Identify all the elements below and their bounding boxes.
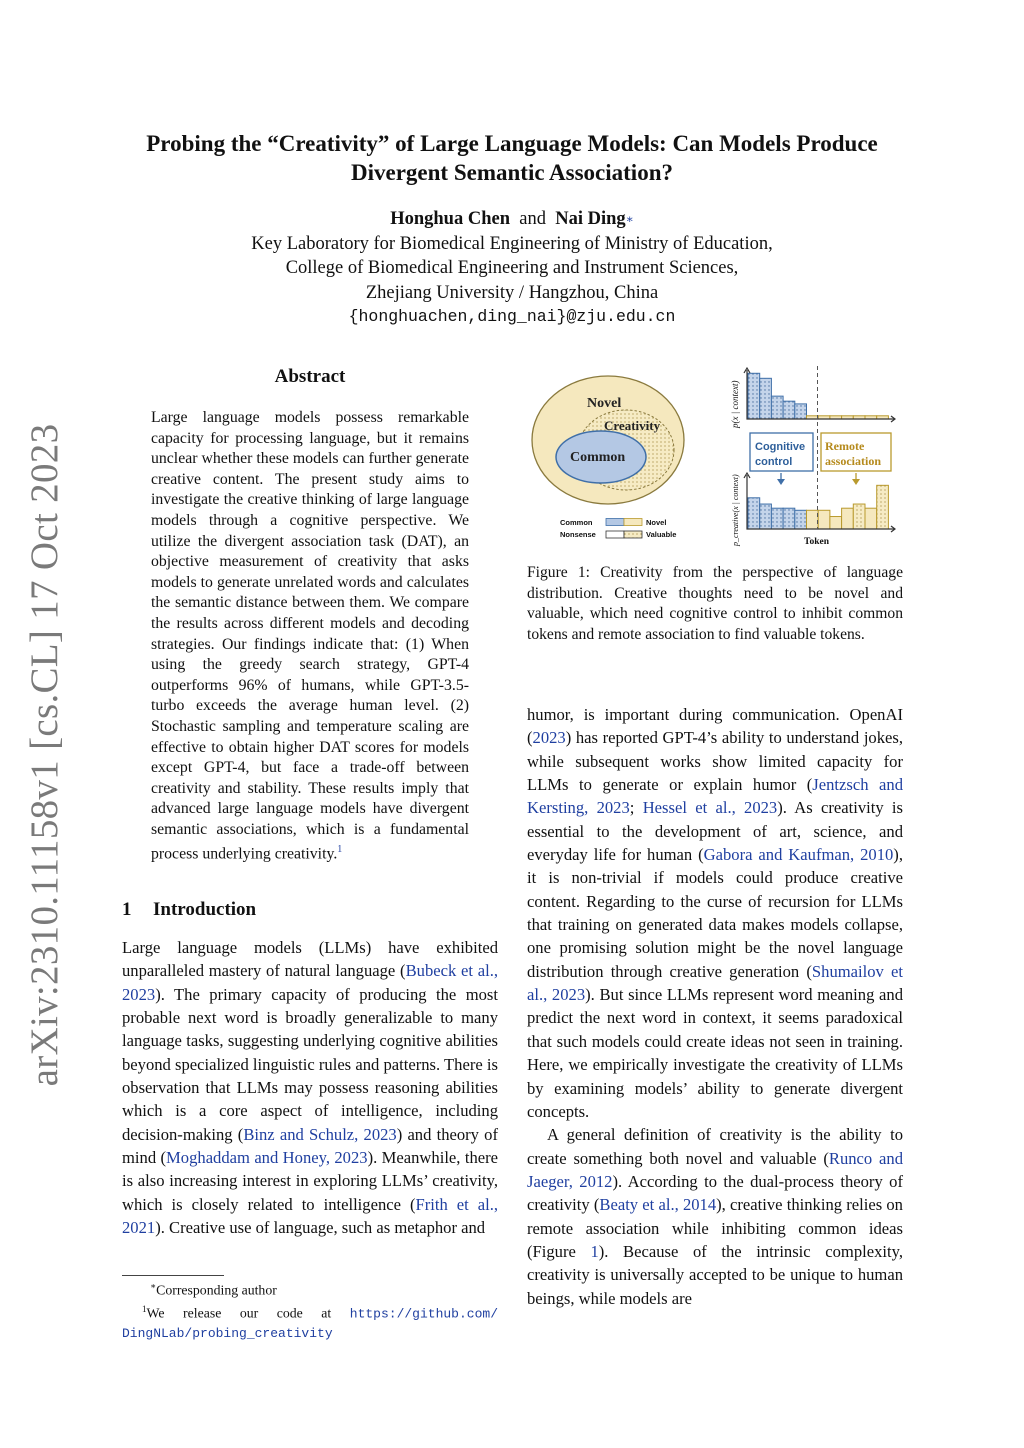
- bottom-bar-chart: [748, 485, 888, 529]
- footnote-code-continued: [122, 1324, 498, 1343]
- author-and: and: [519, 209, 546, 229]
- bottom-chart-bar: [760, 504, 772, 529]
- title-line-1: Probing the “Creativity” of Large Language Models: Can Models Produce: [146, 131, 878, 156]
- intro-text: ;: [629, 798, 643, 818]
- citation-link[interactable]: Bubeck et al., 2023: [122, 961, 499, 1004]
- abstract-heading: Abstract: [274, 366, 346, 387]
- citation-link[interactable]: Moghaddam and Honey, 2023: [166, 1148, 368, 1168]
- cognitive-label-1: Cognitive: [755, 441, 806, 453]
- venn-label-common: Common: [570, 450, 626, 465]
- arxiv-identifier: arXiv:2310.11158v1 [cs.CL] 17 Oct 2023: [23, 423, 66, 1087]
- footnote-rule: [122, 1275, 224, 1276]
- bottom-chart-bar: [830, 517, 842, 529]
- citation-link[interactable]: Gabora and Kaufman, 2010: [703, 845, 894, 865]
- venn-label-novel: Novel: [587, 396, 622, 411]
- code-url-link-continued[interactable]: DingNLab/probing_creativity: [122, 1326, 333, 1341]
- intro-text: ). Meanwhile, there is also increasing interest in exploring LLMs’ creativity, which is closely related to intelligence (: [122, 1148, 499, 1214]
- remote-label-1: Remote: [825, 439, 865, 453]
- footnotes: [122, 1277, 498, 1343]
- section-title: Introduction: [153, 899, 257, 920]
- intro-text: ) and theory of mind (: [122, 1124, 498, 1168]
- bottom-chart-bar: [771, 508, 783, 529]
- citation-link[interactable]: Jentzsch and Kersting, 2023: [527, 775, 903, 818]
- intro-text: ), creative thinking relies on remote association while inhibiting common ideas (Figure: [527, 1195, 903, 1261]
- top-y-axis-label: p(x | context): [730, 380, 740, 428]
- venn-label-creativity: Creativity: [604, 418, 661, 433]
- footnote-code: [122, 1300, 498, 1324]
- legend-common-swatch: [606, 519, 624, 526]
- bottom-chart-bar: [842, 508, 854, 529]
- citation-link[interactable]: Frith et al., 2021: [122, 1194, 498, 1238]
- intro-right-column: [527, 703, 903, 1310]
- bottom-chart-bar: [795, 510, 807, 529]
- top-chart-bar: [748, 373, 760, 419]
- intro-text: ). But since LLMs represent word meaning and predict the next word in context, it seems paradoxical that such models could create ideas not seen in training. Here, we empirically investigate the creativity of LLMs by examining models’ ability to generate divergent concepts.: [527, 985, 903, 1121]
- affiliation-1: Key Laboratory for Biomedical Engineering of Ministry of Education,: [251, 233, 773, 254]
- bottom-chart-bar: [853, 504, 865, 529]
- bottom-chart-bar: [818, 510, 830, 529]
- figure-reference-link[interactable]: 1: [590, 1241, 599, 1261]
- legend-novel-text: Novel: [646, 518, 667, 527]
- top-chart-bar: [783, 401, 795, 419]
- abstract-body-text: Large language models possess remarkable capacity for processing language, but it remains unclear whether these models can further generate creative content. The present study aims to investigate the creative thinking of large language models through a cognitive perspective. We utilize the divergent association task (DAT), an objective measurement of creativity that asks models to generate unrelated words and calculates the semantic distance between them. We compare the results across different models and decoding strategies. Our findings indicate that: (1) When using the greedy search strategy, GPT-4 outperforms 96% of humans, while GPT-3.5-turbo exceeds the average human level. (2) Stochastic sampling and temperature scaling are effective to obtain higher DAT scores for models except GPT-4, but face a trade-off between creativity and stability. These results imply that advanced large language models have divergent semantic associations, which is a fundamental process underlying creativity.: [151, 409, 469, 863]
- affiliation-2: College of Biomedical Engineering and Instrument Sciences,: [285, 258, 739, 278]
- footnote-1-mark[interactable]: 1: [337, 844, 343, 856]
- x-axis-label: Token: [804, 537, 829, 547]
- title-line-2: Divergent Semantic Association?: [351, 160, 673, 185]
- abstract-text: [151, 408, 469, 865]
- legend-common-text: Common: [560, 518, 593, 527]
- intro-left-column: [122, 936, 498, 1239]
- intro-text: ). Because of the intrinsic complexity, creativity is universally accepted to be unique to human beings, while models are: [527, 1241, 904, 1308]
- top-chart-bar: [795, 404, 807, 419]
- author-2: Nai Ding: [555, 209, 626, 229]
- citation-link[interactable]: Runco and Jaeger, 2012: [527, 1148, 904, 1191]
- intro-text: ). As creativity is essential to the development of art, science, and everyday life for human (: [527, 798, 903, 865]
- author-1: Honghua Chen: [390, 209, 510, 229]
- figure-1: [527, 360, 903, 555]
- legend-novel-swatch: [624, 519, 642, 526]
- intro-text: A general definition of creativity is the ability to create something both novel and valuable (: [527, 1125, 903, 1168]
- paragraph: [527, 703, 903, 1123]
- intro-text: ). Creative use of language, such as metaphor and: [155, 1218, 486, 1238]
- section-number: 1: [122, 899, 132, 920]
- footnote-number: 1: [142, 1304, 147, 1314]
- paper-title: [100, 129, 924, 187]
- bottom-chart-bar: [865, 508, 877, 529]
- legend-valuable-swatch: [624, 531, 642, 538]
- corresponding-mark[interactable]: ∗: [625, 212, 634, 226]
- author-email: {honghuachen,ding_nai}@zju.edu.cn: [348, 307, 676, 326]
- intro-text: humor, is important during communication. OpenAI (: [527, 705, 903, 748]
- cognitive-arrow-icon: [777, 479, 785, 485]
- bottom-y-axis-label: p_creative(x | context): [731, 474, 740, 546]
- author-block: [100, 207, 924, 330]
- footnote-star: ∗: [150, 1281, 157, 1291]
- bottom-chart-bar: [783, 508, 795, 529]
- citation-link[interactable]: Beaty et al., 2014: [599, 1195, 717, 1215]
- author-names: [100, 207, 924, 232]
- remote-arrow-icon: [852, 479, 860, 485]
- intro-text: ). The primary capacity of producing the most probable next word is broadly generalizable to many language tasks, suggesting underlying cognitive abilities beyond specialized linguistic rules and patterns. There is observation that LLMs may possess reasoning abilities which is a core aspect of intelligence, including decision-making (: [122, 984, 498, 1144]
- top-chart-bar: [771, 396, 783, 419]
- figure-1-caption: Figure 1: Creativity from the perspective of language distribution. Creative thoughts need to be novel and valuable, which need cognitive control to inhibit common tokens and remote association to find valuable tokens.: [527, 564, 903, 643]
- paragraph: [527, 1123, 903, 1310]
- footnote-text: We release our code at: [146, 1305, 332, 1321]
- legend-nonsense-text: Nonsense: [560, 530, 596, 539]
- intro-text: ), it is non-trivial if models could produce creative content. Regarding to the curse of recursion for LLMs that training on generated data makes models collapse, one promising solution might be the novel language distribution through creative generation (: [527, 845, 903, 981]
- cognitive-label-2: control: [755, 456, 793, 468]
- top-chart-bar: [760, 378, 772, 419]
- bottom-chart-bar: [807, 510, 819, 529]
- bottom-chart-bar: [748, 498, 760, 529]
- code-url-link[interactable]: https://github.com/: [349, 1306, 498, 1322]
- venn-diagram: [532, 376, 684, 504]
- citation-link[interactable]: 2023: [532, 728, 566, 748]
- footnote-corresponding: [122, 1277, 498, 1300]
- top-bar-chart: [748, 373, 888, 419]
- remote-association-box: [821, 433, 891, 485]
- figure-legend: [560, 518, 676, 539]
- section-heading-introduction: [122, 899, 256, 921]
- remote-label-2: association: [825, 454, 882, 468]
- intro-text: Large language models (LLMs) have exhibited unparalleled mastery of natural language (: [122, 938, 498, 981]
- legend-valuable-text: Valuable: [646, 530, 677, 539]
- footnote-text: Corresponding author: [156, 1282, 277, 1298]
- affiliation-3: Zhejiang University / Hangzhou, China: [365, 282, 659, 303]
- bottom-chart-bar: [877, 485, 889, 529]
- legend-nonsense-swatch: [606, 531, 624, 538]
- intro-text: ) has reported GPT-4’s ability to understand jokes, while subsequent works show limited capacity for LLMs to generate or explain humor (: [527, 728, 903, 795]
- cognitive-control-box: [750, 433, 813, 485]
- citation-link[interactable]: Shumailov et al., 2023: [527, 961, 903, 1005]
- citation-link[interactable]: Hessel et al., 2023: [642, 798, 778, 818]
- citation-link[interactable]: Binz and Schulz, 2023: [243, 1124, 397, 1144]
- intro-text: ). According to the dual-process theory of creativity (: [527, 1171, 903, 1215]
